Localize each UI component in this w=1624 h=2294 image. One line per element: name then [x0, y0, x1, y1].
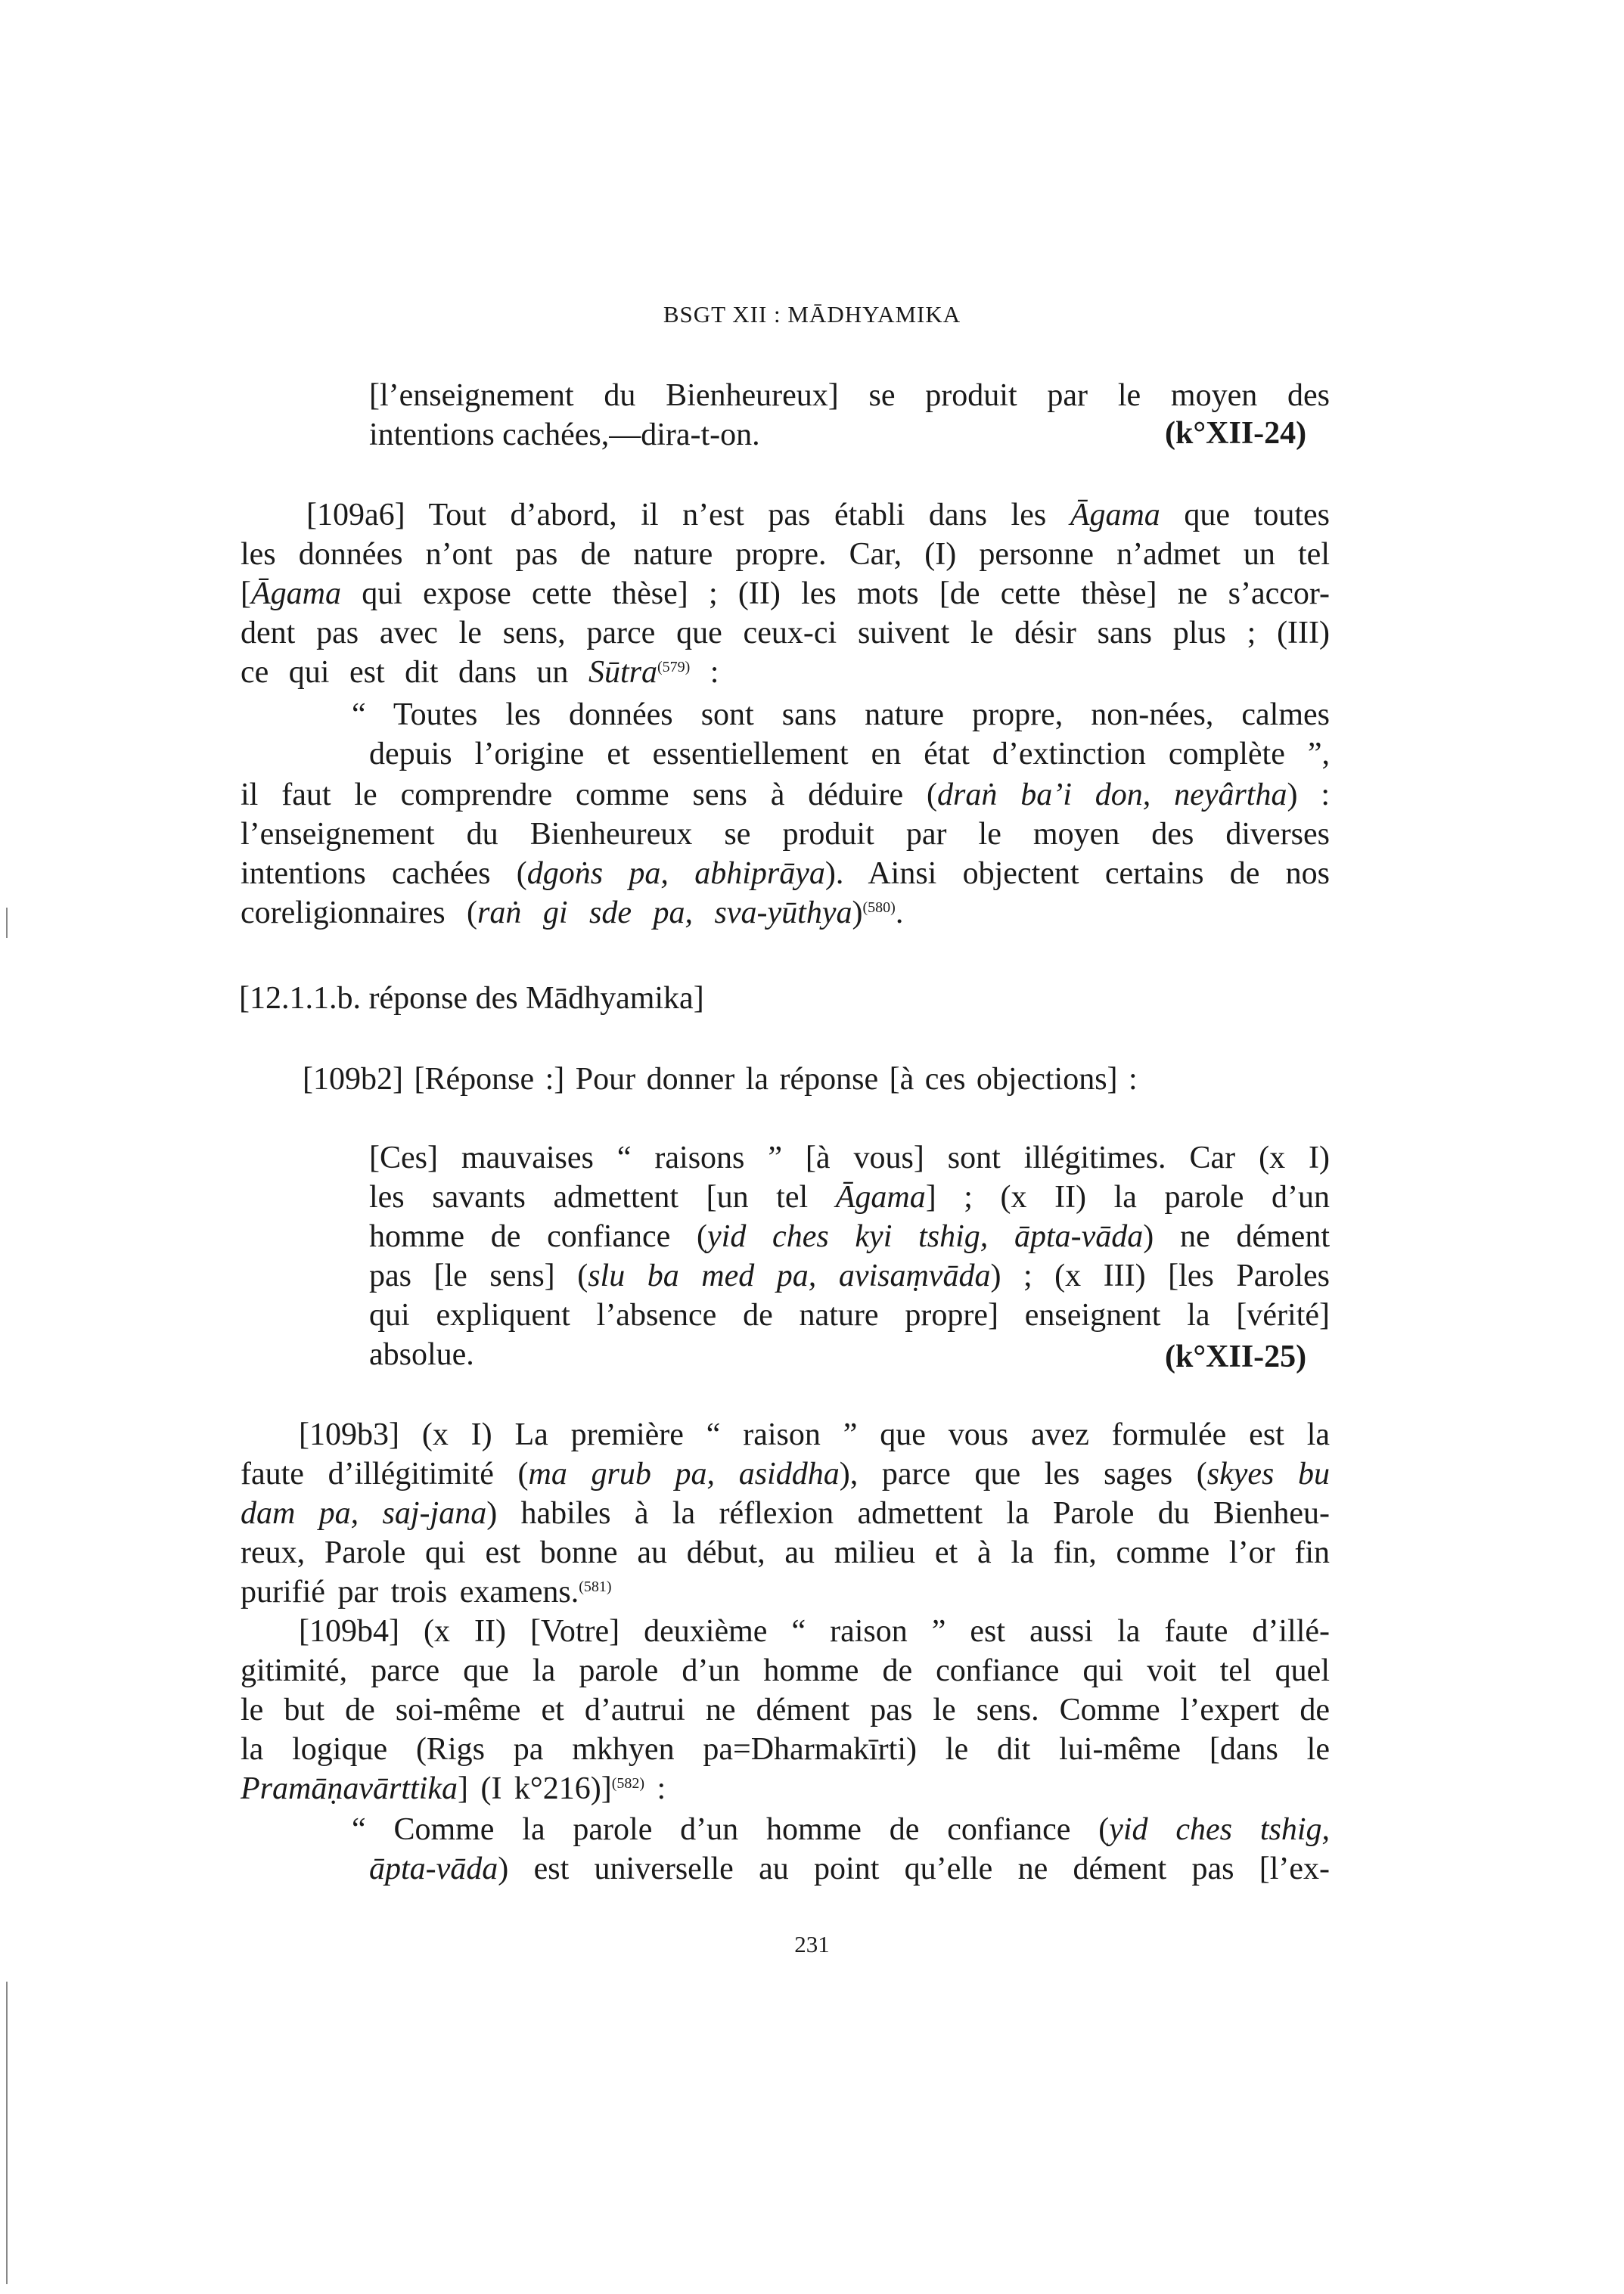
- text-line: intentions cachées (dgoṅs pa, abhiprāya). Ainsi objectent certains de nos: [241, 856, 1330, 891]
- verse-reference: (k°XII-24): [1165, 416, 1307, 451]
- text-line: l’enseignement du Bienheureux se produit par le moyen des diverses: [241, 817, 1330, 852]
- text-line: [l’enseignement du Bienheureux] se produit par le moyen des: [369, 378, 1330, 413]
- text-line: la logique (Rigs pa mkhyen pa=Dharmakīrti) le dit lui-même [dans le: [241, 1732, 1330, 1767]
- text-line: intentions cachées,—dira-t-on.: [369, 418, 760, 452]
- verse-line: [Ces] mauvaises “ raisons ” [à vous] sont illégitimes. Car (x I): [369, 1141, 1330, 1175]
- verse-line: homme de confiance (yid ches kyi tshig, āpta-vāda) ne dément: [369, 1219, 1330, 1254]
- quote-line: “ Comme la parole d’un homme de confiance (yid ches tshig,: [352, 1812, 1331, 1847]
- footnote-ref: (582): [611, 1775, 645, 1792]
- text-line: reux, Parole qui est bonne au début, au milieu et à la fin, comme l’or fin: [241, 1535, 1330, 1570]
- footnote-ref: (581): [579, 1578, 612, 1595]
- section-heading: [12.1.1.b. réponse des Mādhyamika]: [239, 981, 704, 1016]
- running-header: BSGT XII : MĀDHYAMIKA: [663, 301, 961, 327]
- text-line: dam pa, saj-jana) habiles à la réflexion admettent la Parole du Bienheu-: [241, 1496, 1330, 1531]
- footnote-ref: (580): [862, 899, 896, 916]
- footnote-ref: (579): [657, 659, 691, 675]
- text-line: il faut le comprendre comme sens à déduire (draṅ ba’i don, neyârtha) :: [241, 778, 1331, 812]
- text-line: [109b4] (x II) [Votre] deuxième “ raison ” est aussi la faute d’illé-: [299, 1614, 1330, 1649]
- text-line: le but de soi-même et d’autrui ne dément pas le sens. Comme l’expert de: [241, 1693, 1330, 1727]
- verse-reference: (k°XII-25): [1165, 1339, 1307, 1374]
- quote-line: “ Toutes les données sont sans nature propre, non-nées, calmes: [352, 697, 1330, 732]
- scan-edge-mark: [6, 908, 8, 938]
- verse-line: absolue.: [369, 1337, 474, 1372]
- text-line: [109a6] Tout d’abord, il n’est pas établi dans les Āgama que toutes: [306, 498, 1330, 532]
- quote-line: āpta-vāda) est universelle au point qu’elle ne dément pas [l’ex-: [369, 1852, 1330, 1886]
- text-line: Pramāṇavārttika] (I k°216)]$^{(582)}$ :: [241, 1771, 666, 1806]
- text-line: faute d’illégitimité (ma grub pa, asiddha), parce que les sages (skyes bu: [241, 1457, 1330, 1492]
- text-line: purifié par trois examens.$^{(581)}$: [241, 1575, 612, 1610]
- text-line: [109b2] [Réponse :] Pour donner la réponse [à ces objections] :: [303, 1062, 1138, 1097]
- text-line: [109b3] (x I) La première “ raison ” que vous avez formulée est la: [299, 1417, 1330, 1452]
- text-line: les données n’ont pas de nature propre. Car, (I) personne n’admet un tel: [241, 537, 1330, 572]
- page-number: 231: [794, 1931, 830, 1957]
- text-line: ce qui est dit dans un Sūtra$^{(579)}$ :: [241, 655, 719, 690]
- text-line: gitimité, parce que la parole d’un homme de confiance qui voit tel quel: [241, 1653, 1330, 1688]
- text-line: coreligionnaires (raṅ gi sde pa, sva-yūthya)$^{(580)}$.: [241, 896, 904, 930]
- verse-line: pas [le sens] (slu ba med pa, avisaṃvāda) ; (x III) [les Paroles: [369, 1259, 1330, 1293]
- quote-line: depuis l’origine et essentiellement en état d’extinction complète ”,: [369, 737, 1330, 771]
- verse-line: qui expliquent l’absence de nature propre] enseignent la [vérité]: [369, 1298, 1330, 1333]
- scan-edge-mark: [6, 1982, 8, 2284]
- text-line: dent pas avec le sens, parce que ceux-ci suivent le désir sans plus ; (III): [241, 616, 1330, 650]
- text-line: [Āgama qui expose cette thèse] ; (II) les mots [de cette thèse] ne s’accor-: [241, 576, 1330, 611]
- verse-line: les savants admettent [un tel Āgama] ; (x II) la parole d’un: [369, 1180, 1330, 1215]
